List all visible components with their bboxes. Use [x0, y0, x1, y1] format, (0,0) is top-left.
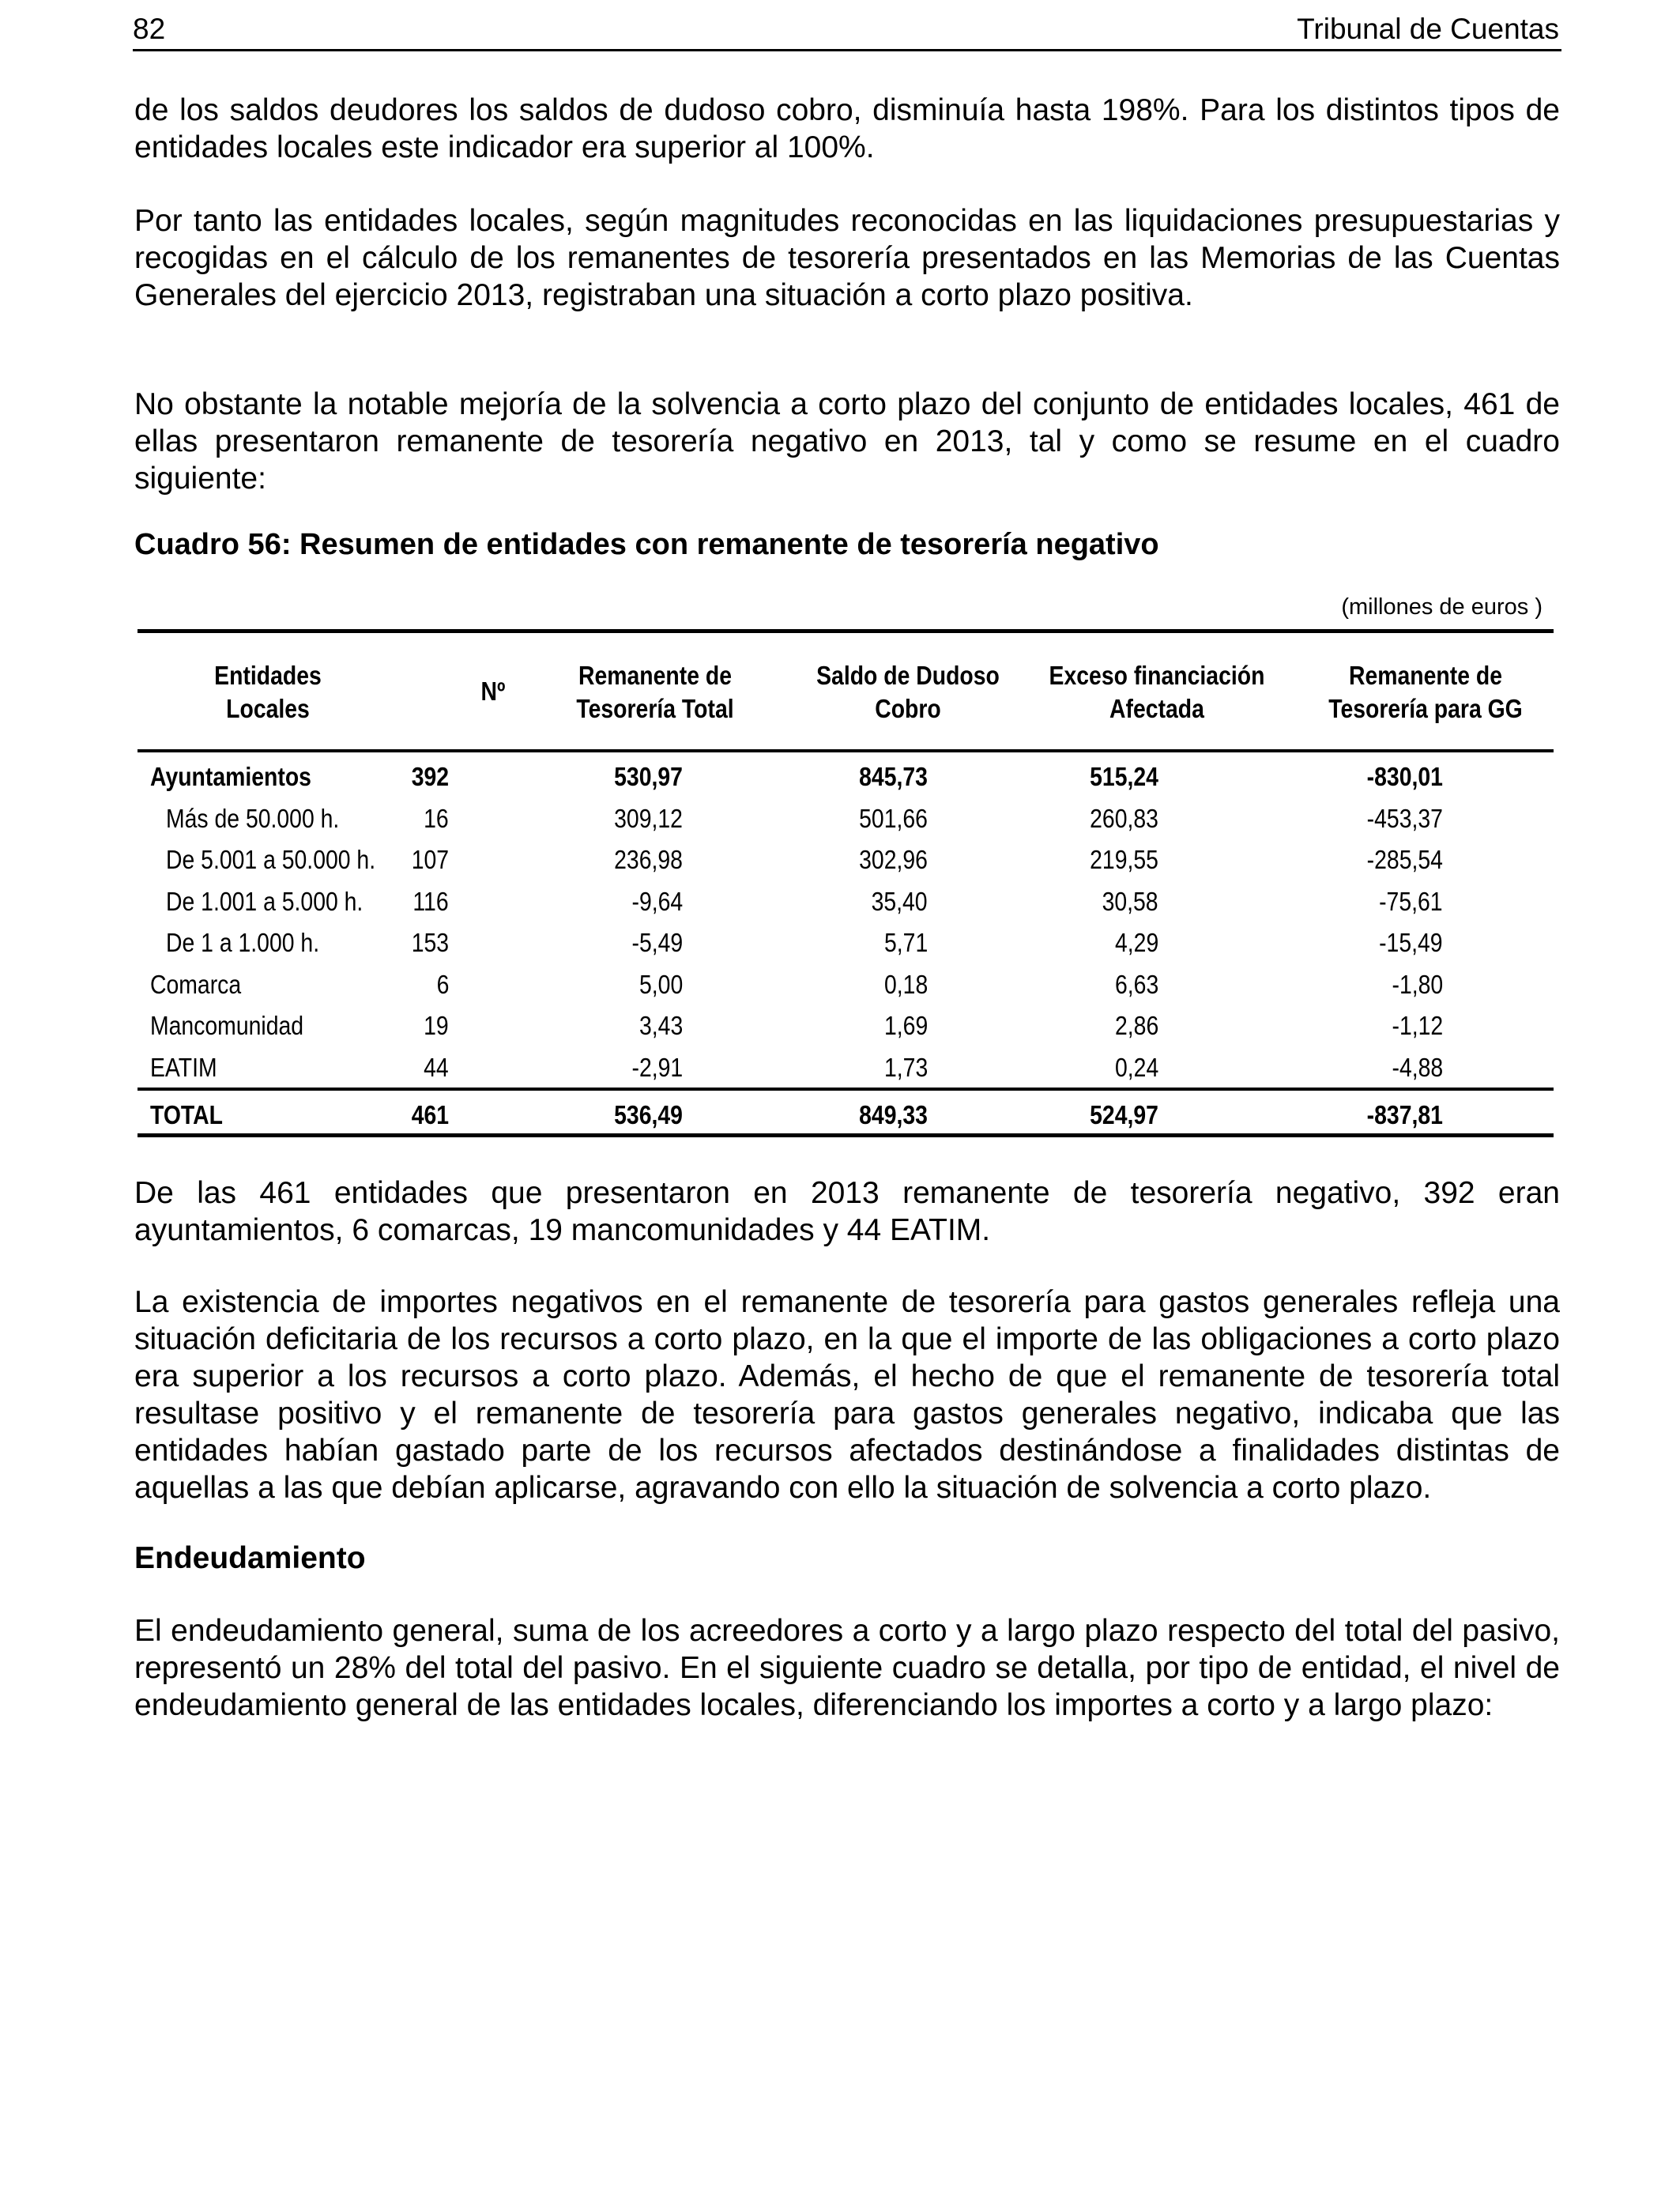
cell-remanente-gg: -15,49	[1379, 928, 1443, 957]
data-table	[137, 629, 1554, 1138]
total-label: TOTAL	[150, 1100, 223, 1129]
cell-remanente-gg: -1,80	[1392, 970, 1443, 999]
total-numero: 461	[411, 1100, 449, 1129]
table-header-rule	[137, 749, 1554, 752]
cell-saldo-dudoso-cobro: 5,71	[883, 928, 928, 957]
page-number: 82	[133, 13, 166, 45]
col-header-exceso-financiacion: Exceso financiación Afectada	[1049, 661, 1265, 723]
cell-numero: 153	[411, 928, 449, 957]
cell-remanente-total: -5,49	[631, 928, 683, 957]
table-total-rule	[137, 1088, 1554, 1091]
cell-saldo-dudoso-cobro: 1,73	[883, 1053, 928, 1082]
total-exceso-financiacion: 524,97	[1090, 1100, 1158, 1129]
cell-numero: 107	[411, 845, 449, 874]
section-heading: Endeudamiento	[134, 1541, 366, 1575]
cell-exceso-financiacion: 260,83	[1090, 804, 1158, 833]
paragraph-3: No obstante la notable mejoría de la solvencia a corto plazo del conjunto de entidades locales, 461 de ellas presentaron remanente de tesorería negativo en 2013, tal y como se resume en el cuadro siguiente:	[134, 387, 1560, 496]
cell-remanente-total: 3,43	[638, 1011, 683, 1040]
cell-remanente-total: -2,91	[631, 1053, 683, 1082]
cell-exceso-financiacion: 219,55	[1090, 845, 1158, 874]
total-remanente-total: 536,49	[614, 1100, 683, 1129]
cell-remanente-gg: -75,61	[1379, 887, 1443, 916]
page-header	[133, 11, 1561, 51]
cell-entidad: EATIM	[150, 1053, 217, 1082]
table-caption: Cuadro 56: Resumen de entidades con remanente de tesorería negativo	[134, 528, 1159, 561]
cell-entidad: Ayuntamientos	[150, 762, 311, 791]
cell-exceso-financiacion: 6,63	[1114, 970, 1158, 999]
cell-numero: 6	[436, 970, 449, 999]
cell-numero: 19	[424, 1011, 449, 1040]
header-title: Tribunal de Cuentas	[1297, 13, 1559, 45]
cell-remanente-gg: -1,12	[1392, 1011, 1443, 1040]
col-header-numero: Nº	[480, 677, 506, 706]
cell-saldo-dudoso-cobro: 302,96	[859, 845, 928, 874]
paragraph-1: de los saldos deudores los saldos de dudoso cobro, disminuía hasta 198%. Para los distintos tipos de entidades locales este indicador era superior al 100%.	[134, 93, 1560, 164]
col-header-saldo-dudoso-cobro: Saldo de Dudoso Cobro	[816, 661, 1000, 723]
cell-exceso-financiacion: 2,86	[1114, 1011, 1158, 1040]
cell-exceso-financiacion: 30,58	[1102, 887, 1158, 916]
paragraph-6: El endeudamiento general, suma de los acreedores a corto y a largo plazo respecto del total del pasivo, representó un 28% del total del pasivo. En el siguiente cuadro se detalla, por tipo de entidad, el nivel de endeudamiento general de las entidades locales, diferenciando los importes a corto y a largo plazo:	[134, 1614, 1560, 1722]
cell-numero: 44	[424, 1053, 449, 1082]
cell-remanente-gg: -453,37	[1366, 804, 1443, 833]
col-header-remanente-gg: Remanente de Tesorería para GG	[1328, 661, 1523, 723]
cell-saldo-dudoso-cobro: 35,40	[871, 887, 928, 916]
cell-numero: 116	[412, 887, 449, 916]
total-saldo-dudoso-cobro: 849,33	[859, 1100, 928, 1129]
table-top-rule	[137, 629, 1554, 633]
table-units: (millones de euros )	[1341, 594, 1543, 620]
cell-remanente-total: 530,97	[614, 762, 683, 791]
cell-numero: 392	[411, 762, 449, 791]
cell-remanente-gg: -830,01	[1366, 762, 1443, 791]
col-header-entidades: Entidades Locales	[214, 661, 322, 723]
total-remanente-gg: -837,81	[1366, 1100, 1443, 1129]
cell-remanente-total: -9,64	[631, 887, 683, 916]
paragraph-4: De las 461 entidades que presentaron en 2013 remanente de tesorería negativo, 392 eran ayuntamientos, 6 comarcas, 19 mancomunidades y 44 EATIM.	[134, 1176, 1560, 1247]
cell-exceso-financiacion: 0,24	[1114, 1053, 1158, 1082]
paragraph-5: La existencia de importes negativos en el remanente de tesorería para gastos generales refleja una situación deficitaria de los recursos a corto plazo, en la que el importe de las obligaciones a corto plazo era superior a los recursos a corto plazo. Además, el hecho de que el remanente de tesorería total resultase positivo y el remanente de tesorería para gastos generales negativo, indicaba que las entidades habían gastado parte de los recursos afectados destinándose a finalidades distintas de aquellas a las que debían aplicarse, agravando con ello la situación de solvencia a corto plazo.	[134, 1285, 1560, 1505]
cell-remanente-total: 5,00	[638, 970, 683, 999]
cell-entidad: De 5.001 a 50.000 h.	[166, 845, 376, 874]
table-bottom-rule	[137, 1133, 1554, 1137]
cell-remanente-gg: -285,54	[1366, 845, 1443, 874]
cell-entidad: Más de 50.000 h.	[166, 804, 340, 833]
cell-saldo-dudoso-cobro: 501,66	[859, 804, 928, 833]
cell-entidad: Comarca	[150, 970, 242, 999]
cell-numero: 16	[424, 804, 449, 833]
cell-exceso-financiacion: 515,24	[1090, 762, 1158, 791]
cell-exceso-financiacion: 4,29	[1114, 928, 1158, 957]
paragraph-2: Por tanto las entidades locales, según magnitudes reconocidas en las liquidaciones presupuestarias y recogidas en el cálculo de los remanentes de tesorería presentados en las Memorias de las Cuentas Generales del ejercicio 2013, registraban una situación a corto plazo positiva.	[134, 204, 1560, 312]
cell-remanente-total: 309,12	[614, 804, 683, 833]
col-header-remanente-total: Remanente de Tesorería Total	[576, 661, 734, 723]
cell-entidad: De 1 a 1.000 h.	[166, 928, 320, 957]
cell-entidad: Mancomunidad	[150, 1011, 304, 1040]
cell-saldo-dudoso-cobro: 845,73	[859, 762, 928, 791]
cell-saldo-dudoso-cobro: 1,69	[883, 1011, 928, 1040]
cell-remanente-gg: -4,88	[1392, 1053, 1443, 1082]
cell-entidad: De 1.001 a 5.000 h.	[166, 887, 363, 916]
cell-saldo-dudoso-cobro: 0,18	[883, 970, 928, 999]
cell-remanente-total: 236,98	[614, 845, 683, 874]
